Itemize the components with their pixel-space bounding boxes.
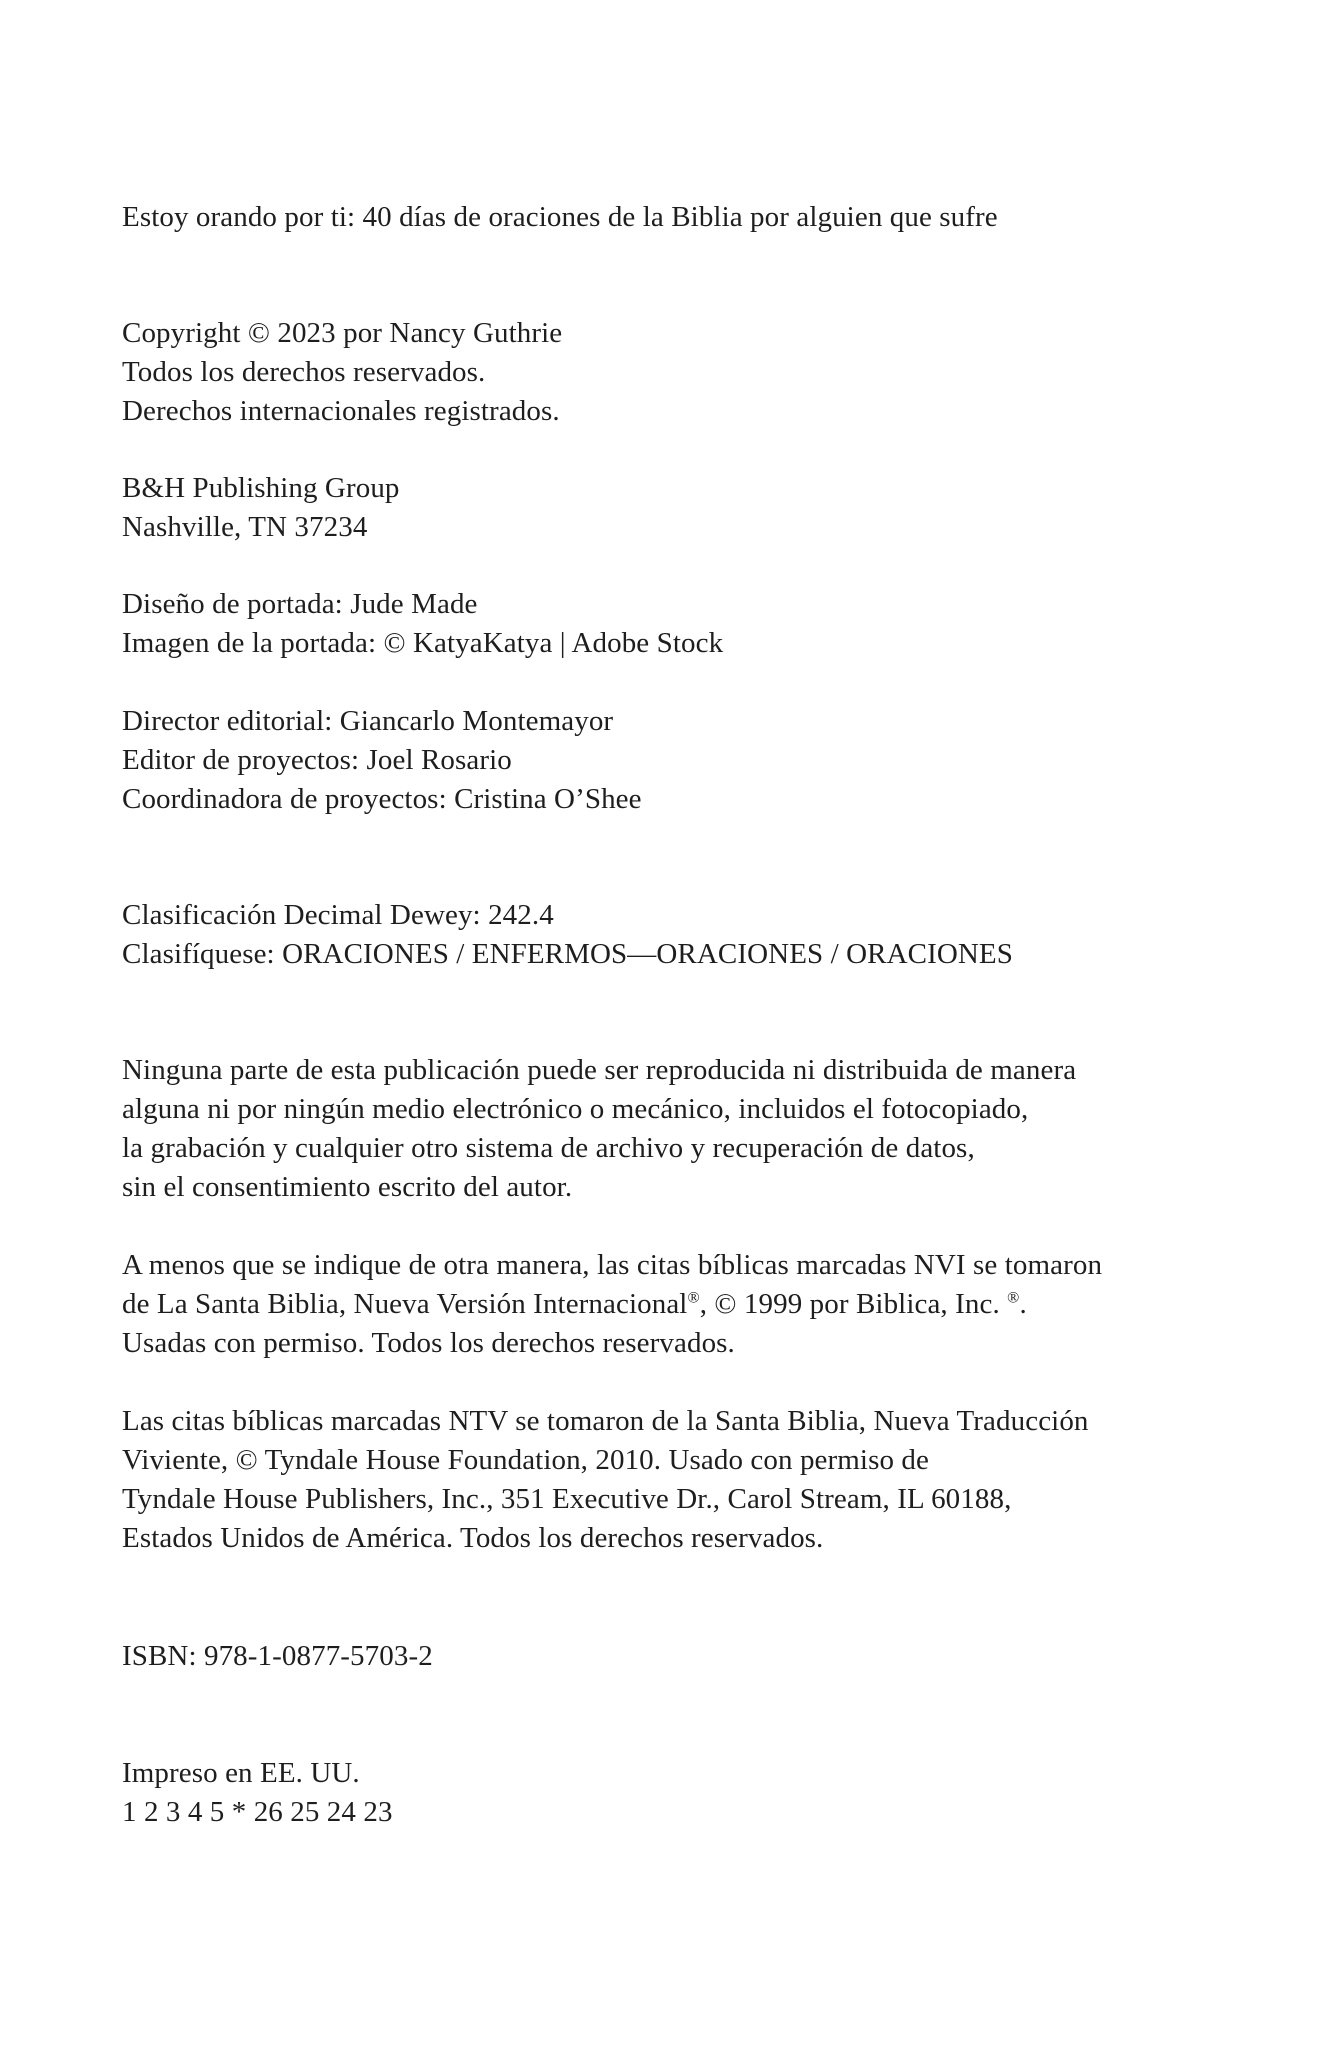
copyright-page xyxy=(122,0,1242,2048)
ntv-paragraph-line-4: Estados Unidos de América. Todos los derechos reservados. xyxy=(122,1522,824,1554)
nvi-copyright-text: , © 1999 por Biblica, Inc. xyxy=(699,1288,1008,1320)
cover-image-credit: Imagen de la portada: © KatyaKatya | Adobe Stock xyxy=(122,627,724,659)
cover-design-credit: Diseño de portada: Jude Made xyxy=(122,588,478,620)
nvi-version-text: de La Santa Biblia, Nueva Versión Internacional xyxy=(122,1288,688,1320)
editorial-director-credit: Director editorial: Giancarlo Montemayor xyxy=(122,705,614,737)
copyright-line: Copyright © 2023 por Nancy Guthrie xyxy=(122,317,563,349)
nvi-period: . xyxy=(1019,1288,1027,1320)
project-coordinator-credit: Coordinadora de proyectos: Cristina O’Shee xyxy=(122,783,642,815)
subject-classification: Clasifíquese: ORACIONES / ENFERMOS—ORACIONES / ORACIONES xyxy=(122,938,1013,970)
nvi-paragraph-line-2 xyxy=(122,1285,1027,1323)
rights-reserved-line: Todos los derechos reservados. xyxy=(122,356,486,388)
ntv-paragraph-line-3: Tyndale House Publishers, Inc., 351 Executive Dr., Carol Stream, IL 60188, xyxy=(122,1483,1012,1515)
rights-paragraph-line-1: Ninguna parte de esta publicación puede ser reproducida ni distribuida de manera xyxy=(122,1054,1077,1086)
publisher-city: Nashville, TN 37234 xyxy=(122,511,368,543)
rights-paragraph-line-3: la grabación y cualquier otro sistema de archivo y recuperación de datos, xyxy=(122,1132,975,1164)
nvi-paragraph-line-3: Usadas con permiso. Todos los derechos reservados. xyxy=(122,1327,735,1359)
dewey-classification: Clasificación Decimal Dewey: 242.4 xyxy=(122,899,554,931)
printing-number-line: 1 2 3 4 5 * 26 25 24 23 xyxy=(122,1796,393,1828)
ntv-paragraph-line-1: Las citas bíblicas marcadas NTV se tomaron de la Santa Biblia, Nueva Traducción xyxy=(122,1405,1089,1437)
project-editor-credit: Editor de proyectos: Joel Rosario xyxy=(122,744,512,776)
rights-paragraph-line-4: sin el consentimiento escrito del autor. xyxy=(122,1171,573,1203)
printed-in: Impreso en EE. UU. xyxy=(122,1757,360,1789)
ntv-paragraph-line-2: Viviente, © Tyndale House Foundation, 2010. Usado con permiso de xyxy=(122,1444,930,1476)
publisher-name: B&H Publishing Group xyxy=(122,472,400,504)
nvi-paragraph-line-1: A menos que se indique de otra manera, las citas bíblicas marcadas NVI se tomaron xyxy=(122,1249,1103,1281)
book-title-line: Estoy orando por ti: 40 días de oraciones de la Biblia por alguien que sufre xyxy=(122,201,998,233)
registered-mark: ® xyxy=(687,1289,700,1307)
international-rights-line: Derechos internacionales registrados. xyxy=(122,395,560,427)
rights-paragraph-line-2: alguna ni por ningún medio electrónico o mecánico, incluidos el fotocopiado, xyxy=(122,1093,1029,1125)
registered-mark: ® xyxy=(1007,1289,1020,1307)
isbn: ISBN: 978-1-0877-5703-2 xyxy=(122,1640,433,1672)
